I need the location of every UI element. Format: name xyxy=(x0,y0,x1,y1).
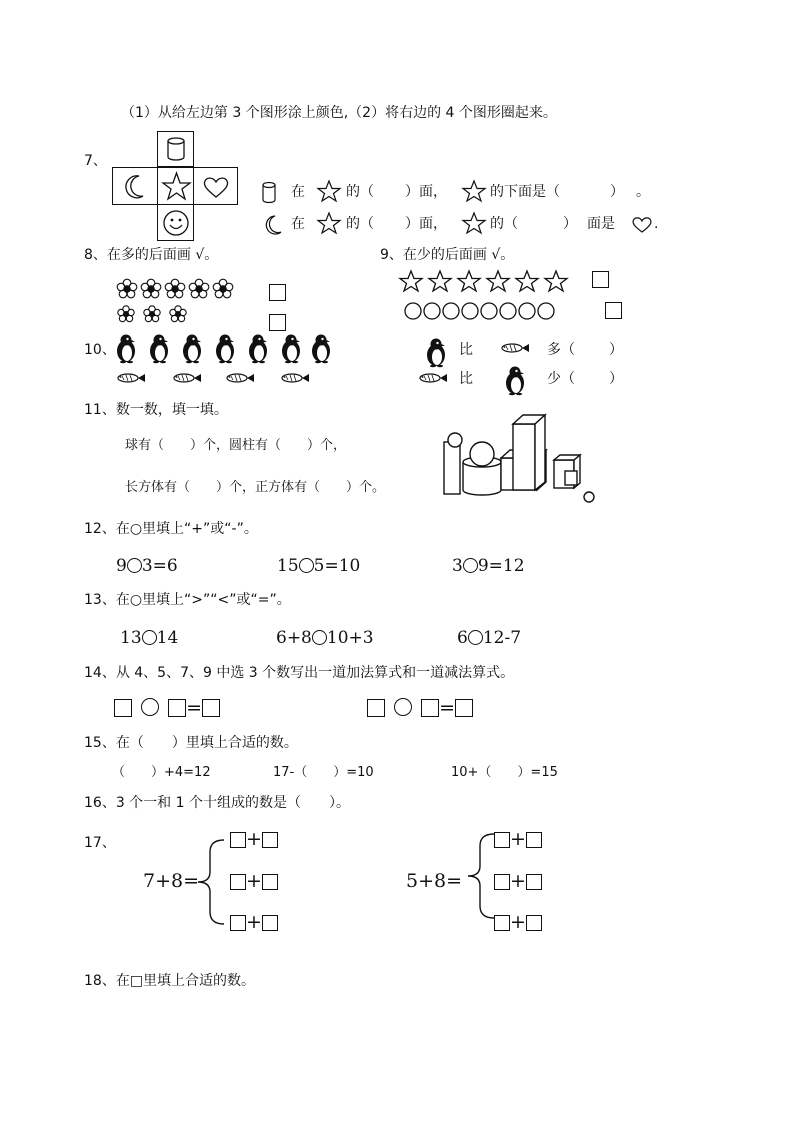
q10-row1-result: 多（ xyxy=(547,342,575,358)
q7-row2-text-e: ） xyxy=(563,216,577,232)
q10-number: 10、 xyxy=(84,342,116,358)
q7-number: 7、 xyxy=(84,153,107,169)
compare-circle[interactable] xyxy=(312,630,327,645)
number-box[interactable] xyxy=(114,699,132,717)
q9-answer-box-2[interactable] xyxy=(605,302,622,319)
number-box[interactable] xyxy=(494,832,510,848)
q7-row1-text-f: 。 xyxy=(636,184,650,200)
operator-circle[interactable] xyxy=(141,698,159,716)
q7-row2-text-c: ）面， xyxy=(405,216,447,232)
q17-left-split-3 xyxy=(230,911,278,933)
q13-item-1-left: 13 xyxy=(120,628,142,648)
q10-row2-compare: 比 xyxy=(459,371,473,387)
net-face-left xyxy=(112,167,158,205)
q7-row2-text-a: 在 xyxy=(291,216,305,232)
q13-item-3-right: 12-7 xyxy=(482,628,522,648)
penguin-icon xyxy=(426,338,446,368)
flower-icon xyxy=(117,279,233,298)
number-box[interactable] xyxy=(526,832,542,848)
q15-item-1: （ ）+4=12 xyxy=(112,765,211,780)
plus-sign: + xyxy=(510,870,526,892)
plus-sign: + xyxy=(246,911,262,933)
plus-sign: + xyxy=(246,828,262,850)
star-icon xyxy=(317,212,341,234)
plus-sign: + xyxy=(510,911,526,933)
number-box[interactable] xyxy=(494,874,510,890)
q12-item-2 xyxy=(277,556,360,576)
q17-left-split-1 xyxy=(230,828,278,850)
number-box[interactable] xyxy=(230,874,246,890)
q10-row2-close: ） xyxy=(609,371,623,387)
left-brace xyxy=(196,838,226,926)
q11-line1: 球有（ ）个，圆柱有（ ）个， xyxy=(125,438,347,453)
number-box[interactable] xyxy=(230,915,246,931)
q7-row2-text-d: 的（ xyxy=(490,216,518,232)
q13-item-2 xyxy=(276,628,374,648)
number-box[interactable] xyxy=(202,699,220,717)
q12-label: 12、在○里填上“+”或“-”。 xyxy=(84,521,258,537)
q15-item-2: 17-（ ）=10 xyxy=(273,765,374,780)
q8-answer-box-1[interactable] xyxy=(269,284,286,301)
number-box[interactable] xyxy=(455,699,473,717)
number-box[interactable] xyxy=(262,915,278,931)
q8-answer-box-2[interactable] xyxy=(269,314,286,331)
q7-row1-text-d: 的下面是（ xyxy=(490,184,560,200)
q12-item-1-right: 3=6 xyxy=(141,556,178,576)
equals-sign: = xyxy=(186,697,203,719)
star-icon xyxy=(462,212,486,234)
fish-icon xyxy=(418,372,450,386)
q13-item-3-left: 6 xyxy=(457,628,468,648)
q12-item-1 xyxy=(116,556,178,576)
star-icon xyxy=(158,168,195,206)
q10-row1-close: ） xyxy=(609,342,623,358)
q7-row1-text-c: ）面， xyxy=(405,184,447,200)
q12-item-2-right: 5=10 xyxy=(313,556,361,576)
q14-equation-addition xyxy=(114,697,220,719)
q17-left-expression: 7+8= xyxy=(143,870,200,892)
penguin-row xyxy=(116,334,336,364)
heart-icon xyxy=(194,168,239,206)
flower-row-small xyxy=(116,304,190,324)
net-face-top xyxy=(157,131,194,167)
q9-answer-box-1[interactable] xyxy=(592,271,609,288)
number-box[interactable] xyxy=(526,915,542,931)
intro-text: （1）从给左边第 3 个图形涂上颜色,（2）将右边的 4 个图形圈起来。 xyxy=(121,105,557,121)
q11-line2: 长方体有（ ）个，正方体有（ ）个。 xyxy=(125,480,386,495)
net-face-center xyxy=(157,167,194,205)
q12-item-1-left: 9 xyxy=(116,556,127,576)
q8-label: 8、在多的后面画 √。 xyxy=(84,247,219,263)
cylinder-icon xyxy=(261,181,277,205)
q17-left-split-2 xyxy=(230,870,278,892)
q7-row1-text-e: ） xyxy=(610,184,624,200)
star-icon xyxy=(462,180,486,202)
star-row xyxy=(399,270,575,294)
circle-row xyxy=(404,301,559,321)
operator-circle[interactable] xyxy=(394,698,412,716)
q9-label: 9、在少的后面画 √。 xyxy=(380,247,515,263)
operator-circle[interactable] xyxy=(299,558,314,573)
q12-item-2-left: 15 xyxy=(277,556,299,576)
q15-item-3: 10+（ ）=15 xyxy=(451,765,558,780)
q10-row1-compare: 比 xyxy=(459,342,473,358)
q13-item-1-right: 14 xyxy=(156,628,179,648)
solids-figure xyxy=(438,410,598,506)
q14-label: 14、从 4、5、7、9 中选 3 个数写出一道加法算式和一道减法算式。 xyxy=(84,665,515,681)
number-box[interactable] xyxy=(526,874,542,890)
fish-row xyxy=(116,372,316,386)
number-box[interactable] xyxy=(230,832,246,848)
q13-item-1 xyxy=(120,628,178,648)
net-face-bottom xyxy=(157,204,194,241)
q17-right-expression: 5+8= xyxy=(406,870,463,892)
q7-row2-text-g: . xyxy=(654,216,659,232)
q10-row2-result: 少（ xyxy=(547,371,575,387)
q7-row2-text-f: 面是 xyxy=(587,216,615,232)
q17-number: 17、 xyxy=(84,835,116,851)
q17-right-split-2 xyxy=(494,870,542,892)
q7-row2-text-b: 的（ xyxy=(346,216,374,232)
fish-icon xyxy=(500,342,532,356)
number-box[interactable] xyxy=(421,699,439,717)
q11-label: 11、数一数，填一填。 xyxy=(84,402,228,418)
q12-item-3-right: 9=12 xyxy=(477,556,525,576)
fish-icon xyxy=(118,374,145,382)
q13-item-2-left: 6+8 xyxy=(276,628,312,648)
q12-item-3-left: 3 xyxy=(452,556,463,576)
flower-row-large xyxy=(116,278,236,300)
net-face-right xyxy=(193,167,238,205)
moon-icon xyxy=(262,214,284,236)
equals-sign: = xyxy=(439,697,456,719)
operator-circle[interactable] xyxy=(463,558,478,573)
q13-label: 13、在○里填上“>”“<”或“=”。 xyxy=(84,592,291,608)
heart-icon xyxy=(630,214,654,234)
penguin-icon xyxy=(505,366,525,396)
compare-circle[interactable] xyxy=(468,630,483,645)
q12-item-3 xyxy=(452,556,525,576)
number-box[interactable] xyxy=(494,915,510,931)
q17-right-split-3 xyxy=(494,911,542,933)
star-icon xyxy=(317,180,341,202)
moon-icon xyxy=(113,168,159,206)
plus-sign: + xyxy=(510,828,526,850)
number-box[interactable] xyxy=(168,699,186,717)
q7-row1-text-a: 在 xyxy=(291,184,305,200)
q18-label: 18、在□里填上合适的数。 xyxy=(84,973,256,989)
q7-row1-text-b: 的（ xyxy=(346,184,374,200)
number-box[interactable] xyxy=(367,699,385,717)
q13-item-3 xyxy=(457,628,521,648)
smiley-icon xyxy=(158,205,195,242)
q15-label: 15、在（ ）里填上合适的数。 xyxy=(84,735,298,751)
q7-cube-net xyxy=(112,131,238,241)
operator-circle[interactable] xyxy=(127,558,142,573)
q13-item-2-right: 10+3 xyxy=(326,628,374,648)
q14-equation-subtraction xyxy=(367,697,473,719)
compare-circle[interactable] xyxy=(142,630,157,645)
number-box[interactable] xyxy=(262,832,278,848)
penguin-icon xyxy=(117,335,135,364)
q16-label: 16、3 个一和 1 个十组成的数是（ ）。 xyxy=(84,795,350,811)
plus-sign: + xyxy=(246,870,262,892)
cylinder-icon xyxy=(158,132,195,168)
right-brace xyxy=(466,832,496,920)
number-box[interactable] xyxy=(262,874,278,890)
q17-right-split-1 xyxy=(494,828,542,850)
